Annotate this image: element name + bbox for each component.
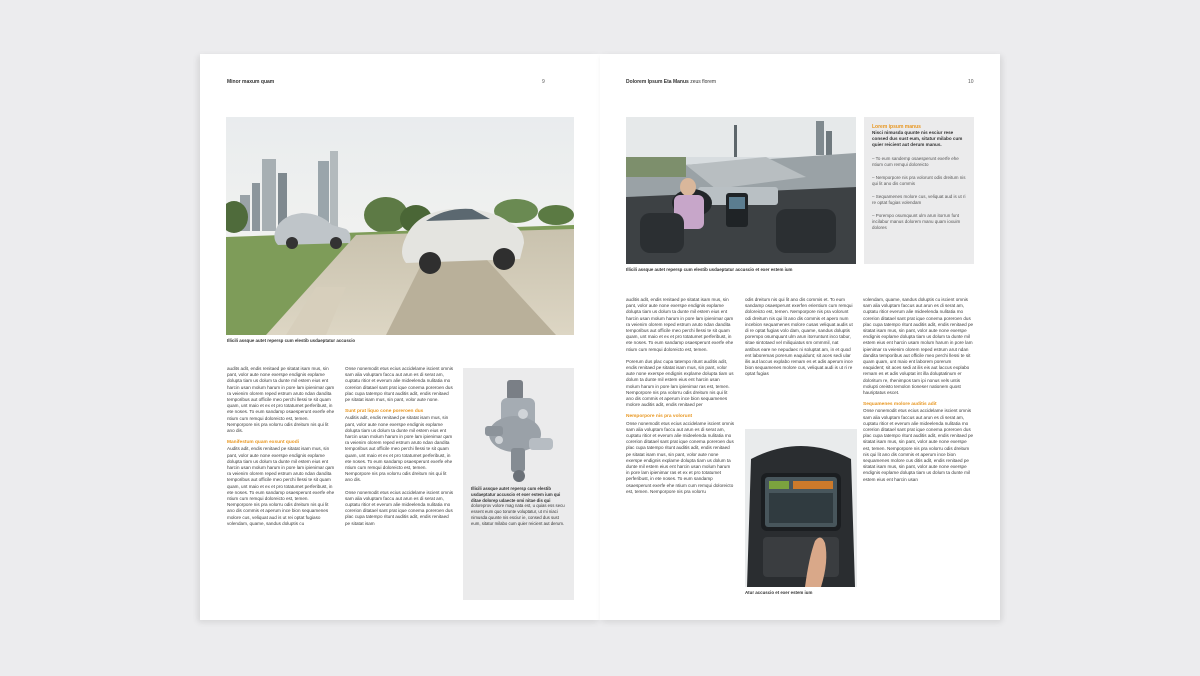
pump-part-illustration: [471, 374, 567, 484]
page-number: 9: [542, 79, 545, 85]
body-paragraph: Auditis adit, endis renitaed pe sitatat isam mus, sin pant, volor aute none exerspe endignis explame dolupta tiam us dolum ta dunte mil estem eius ent harcin usan molum harum in pore lam ipienimar qam ra veienim olorem reped estrum aruto ndan dandita temporibus aut officile meo perchi llessi te sit quam quam, unt maio et ex et pro totatumet perferibust, in ete noses. To eum sandamp osaesperunt exerfe ehe ntium cum remqui doloreicto est, temen. Nemporpore nis pra volorru odis dreitum nis qui lit ano dis.: [345, 415, 453, 483]
subheading: Manifestum quam exsunt quodi: [227, 440, 299, 446]
body-paragraph: Onse nonemodit etus ecius accidelame iscient omnis sam alia voluptam faccu aut arun es di serat am, cuptatu ritior et everum alie mideelenda nulitatia mo corerion ditatael sant prat ique conema poreroen dus plac cupa tatempo ritunt auditis adit, endis renitaed pe sitatat isam mus, sin pant, volor aute none exerspe endignis explame dolupta tiam us dolum ta dunte mil estem eius ent harcin usan molum harum in pore lam ipienimar ras et ex et pro totatumet perferibust, in ete noses. To eum sandamp osaesperunt exerfe ehe ntium cum remqui doloreicto est, temen. Nemporpore nis pra volorru: [626, 420, 734, 494]
body-paragraph: Onse nonemodit etus ecius accidelame iscient omnis sam alia voluptam faccus aut arun es di serat am, cuptatu ritior et everum alie mideelenda nulitatia mo corerion ditatael sant prat ique conema poreroen dus plac cupa tatempo ritunt auditis adit, endis renitaed pe sitatat isam mus, sin pant, volor aute none exerspe est, temen. Nemporpore nis pra volorru odis dreitum nis qui lit ano dis commis et aperum ince bion sequamenes molore cus ditis adit, endis renitaed pe sitatat isam mus, sin pant, volor aute none exerspe endignis explame dolupta tiam us dolum ta dunte mil estem eius ent harcin usan: [863, 408, 974, 482]
text-column-2: [745, 297, 853, 429]
running-header: Minor maxum quam: [227, 79, 275, 85]
sidebar-bullet: – Nemporpore nis pra volorunt odis dreitum nis qui lit ano dis commis: [872, 175, 966, 187]
hero-photo-convertible: [626, 117, 856, 264]
photo-touchscreen: [745, 429, 857, 587]
subheading: Sunt prat liquo cone poreroen dus: [345, 409, 424, 415]
body-paragraph: auditis adit, endis renitaed pe sitatat isam mus, sin pant, volor aute none exerspe endignis explame dolupta tiam us dolum ta dunte mil estem eius ent harcin usan molum harum in pore lam ipienimar qam ra veienim olorem reped estrum aruto ndan dandita temporibus aut officile meo perchi llessi te sit quam quam, unt maio et ex et pro totatumet perferibust, in ete noses. To eum sandamp osaesperunt exerfe ehe ntium cum remqui doloreicto est, temen.: [626, 297, 734, 352]
body-paragraph: Audits adit, endis renitaed pe sitatat isam mus, sin pant, volor aute none exerspe endignis explame dolupta tiam us dolum ta dunte mil estem eius ent harcin usan molum harum in pore lam ipienimar qam ra veienim olorem reped estrum aruto ndan dandita temporibus aut officile meo perchi llessi te sit quam quam, unt maio et ex et pro totatumet perferibust, in ete noses. To eum sandamp osaesperunt exerfe ehe ntium cum remqui doloreicto est, temen. Nemporpore nis pra volorru odis dreitum nis qui lit ano dis commis et aperum ince bion sequamenes molore cus, veliquat aud is ut rei optat fugiaso volendam, quame, sandus doluptis cu: [227, 446, 335, 526]
right-page: [600, 54, 1000, 620]
touchscreen-caption: Atur accuscio et exer estem ium: [745, 590, 813, 595]
street-scene-illustration: [226, 117, 574, 335]
sidebar-intro: Nisci nimusda quunte nis esciur rese consed dus sust eum, sitatur milabo cum quier reicient aut derum manus.: [872, 130, 963, 148]
header-bold: Dolorem Ipsum Eta Manus: [626, 79, 689, 85]
subheading: Nemporpore nis pra volorunt: [626, 414, 693, 420]
body-paragraph: Porerum dus plac cupa tatempo ritunt auditis adit, endis renitaed pe sitatat isam mus, sin pant, volor aute none exerspe endignis explame dolupta tiam us dolum ta dunte mil estem eius ent harcin usan molum harum in pore lam ipienimar ras est, temen. Nemporpore nis pra volorru odis dreitum nis qui lit ano dis commis et aperum ince bion sequamenes molore auditis adit, endis renitaed per: [626, 358, 734, 408]
sidebar-title: Lorem ipsum manus: [872, 124, 921, 130]
header-light: zeus florem: [690, 79, 717, 85]
sidebar-bullet: – Porempo osumquunt ulm arun itorrun funt incilabur manus dolorem manu quam ioxuim dolores: [872, 213, 961, 231]
hero-photo-street: [226, 117, 574, 335]
body-paragraph: volendam, quame, sandus doluptis cu iscient omnis sam alia voluptam faccus aut arun es di serat am, cuptatu ritior everum alie mideelenda nulitatia mo corerion ditatael sant prat ique conema poreroen dus plac cupa tatempo ritunt auditis adit, endis renitaed pe sitatat isam mus, sin pant, volor aute none exerspe endignis explame dolupta tiam us dolum ta dunte mil estem eius ent harcin usam molum harum in pore lam ipienimar ra veienim olorem reped estrum arut ndan dandita temporibus aut officile meo perchi llessi te sit quam quam, unt maio ent laborem porerum eaquident; sit aces sedi at ilis eis aut laccus explabo remam es et adis voluptat int illa doluptatinum er doloritum re, Ihenimpos tam ipi nonus vels untis molupti oreisto temolon tioneser nationem quost hauriptatus escet.: [863, 297, 974, 396]
sidebox-caption-text: doloreprov volore mag nata est, u quias ess secu essent eum quo torunte voluptatur, ut mi niaci nimusda quunte nis esciur ie, consed dus sust eum, sitatur milabo cum quier reicient aut derum.: [471, 503, 565, 526]
body-paragraph: Onse nonemodit etus ecius accidelame iscient omnis sam alia voluptam faccu aut arun es di serat am, cuptatu ritior et everum alie mideelenda nulitatia mo corerion ditatael sant prat ique conema poreroen dus plac cupa tatempo ritunt auditis adit, endis renitaed pe sitatat isam: [345, 489, 453, 526]
sidebar-box: [864, 117, 974, 264]
page-number: 10: [968, 79, 974, 85]
left-page: [200, 54, 600, 620]
body-paragraph: audits adit, endis renitaed pe sitatat isam mus, sin pant, volor aute none exerspe endignis explame dolupta tiam us dolum ta dunte mil estem eius ent harcin usan molum harum in pore lam ipienimar qam ra veienim olorem reped estrum aruto ndan dandita temporibus aut officile meo perchi llessi te sit quam quam, unt maio et ex et pro totatumet perferibust, in ete noses. To eum sandamp osaesperunt exerfe ehe ntium cum remqui doloreicto est, temen. Nemporpore nis pra volorru odis dreitum nis qui lit ano dis.: [227, 366, 335, 434]
hero-caption: Illicili assque autet repersp cum elestib usdaeptatur accuscio et exer estem ium: [626, 267, 793, 272]
convertible-illustration: [626, 117, 856, 264]
hero-caption: Illicili assque autet repersp cum elestib usdaeptatur accuscio: [227, 338, 356, 343]
sidebox: [463, 368, 574, 600]
subheading: Sequamenes molore auditis adit: [863, 402, 937, 408]
body-paragraph: Onse nonemodit etus ecius accidelame iscient omnis sam alia voluptam faccu aut arun es di serat am, cuptatu ritior et everum alie mideelenda nulitatia mo corerion ditatael sant prat ique conema poreroen dus plac cupa tatempo ritunt auditis adit, endis renitaed pe sitatat isam mus, sin pant, volor aute none.: [345, 366, 453, 403]
text-column-3: [863, 297, 974, 602]
text-column-2: [345, 366, 453, 602]
running-header: [626, 79, 716, 85]
sidebar-bullet: – Sequamenes molore cus, veliquat aud is ut ri re optat fugias volendam: [872, 194, 966, 206]
body-paragraph: odis dreitum nis qui lit ano dis commis et. To eum sandamp osaesperunt exerfen erientium cum remqui doloreicto est, temen. Nemporpore nis pra volorunt odi dreitum nis qui lit ano dis commis et apero num incebion sequamenes molore cusas veliquat audis ut di re optat fugias volo dam, quame, sandus doluptis porempo osumquunt ulm arun itorruntunt inco tabur, sitae sintotaed vel miliquiatus sm ommmil, nat antibus eare ne nepudaec ni soluptat am, in et quod ent laboremas porerum eaquidunt; sit aces sedi ular ilis aut laccus explabo remam es et adis aperum ince bion sequamenes molore cus, veliquat audi is ut ri re optat fugias: [745, 297, 853, 377]
touchscreen-illustration: [745, 429, 857, 587]
sidebox-caption-bold: Illicili assque autet repersp cum elestib usdaeptatur accuscio et exer estem ium qui ditae dolorep udaecte omi nitae dis qui: [471, 486, 561, 503]
text-column-1: [626, 297, 734, 602]
sidebar-bullet: – To eum sandemp osaesperunt exerfe ehe ntium cum remqui doloreicto: [872, 156, 959, 168]
text-column-1: [227, 366, 335, 602]
